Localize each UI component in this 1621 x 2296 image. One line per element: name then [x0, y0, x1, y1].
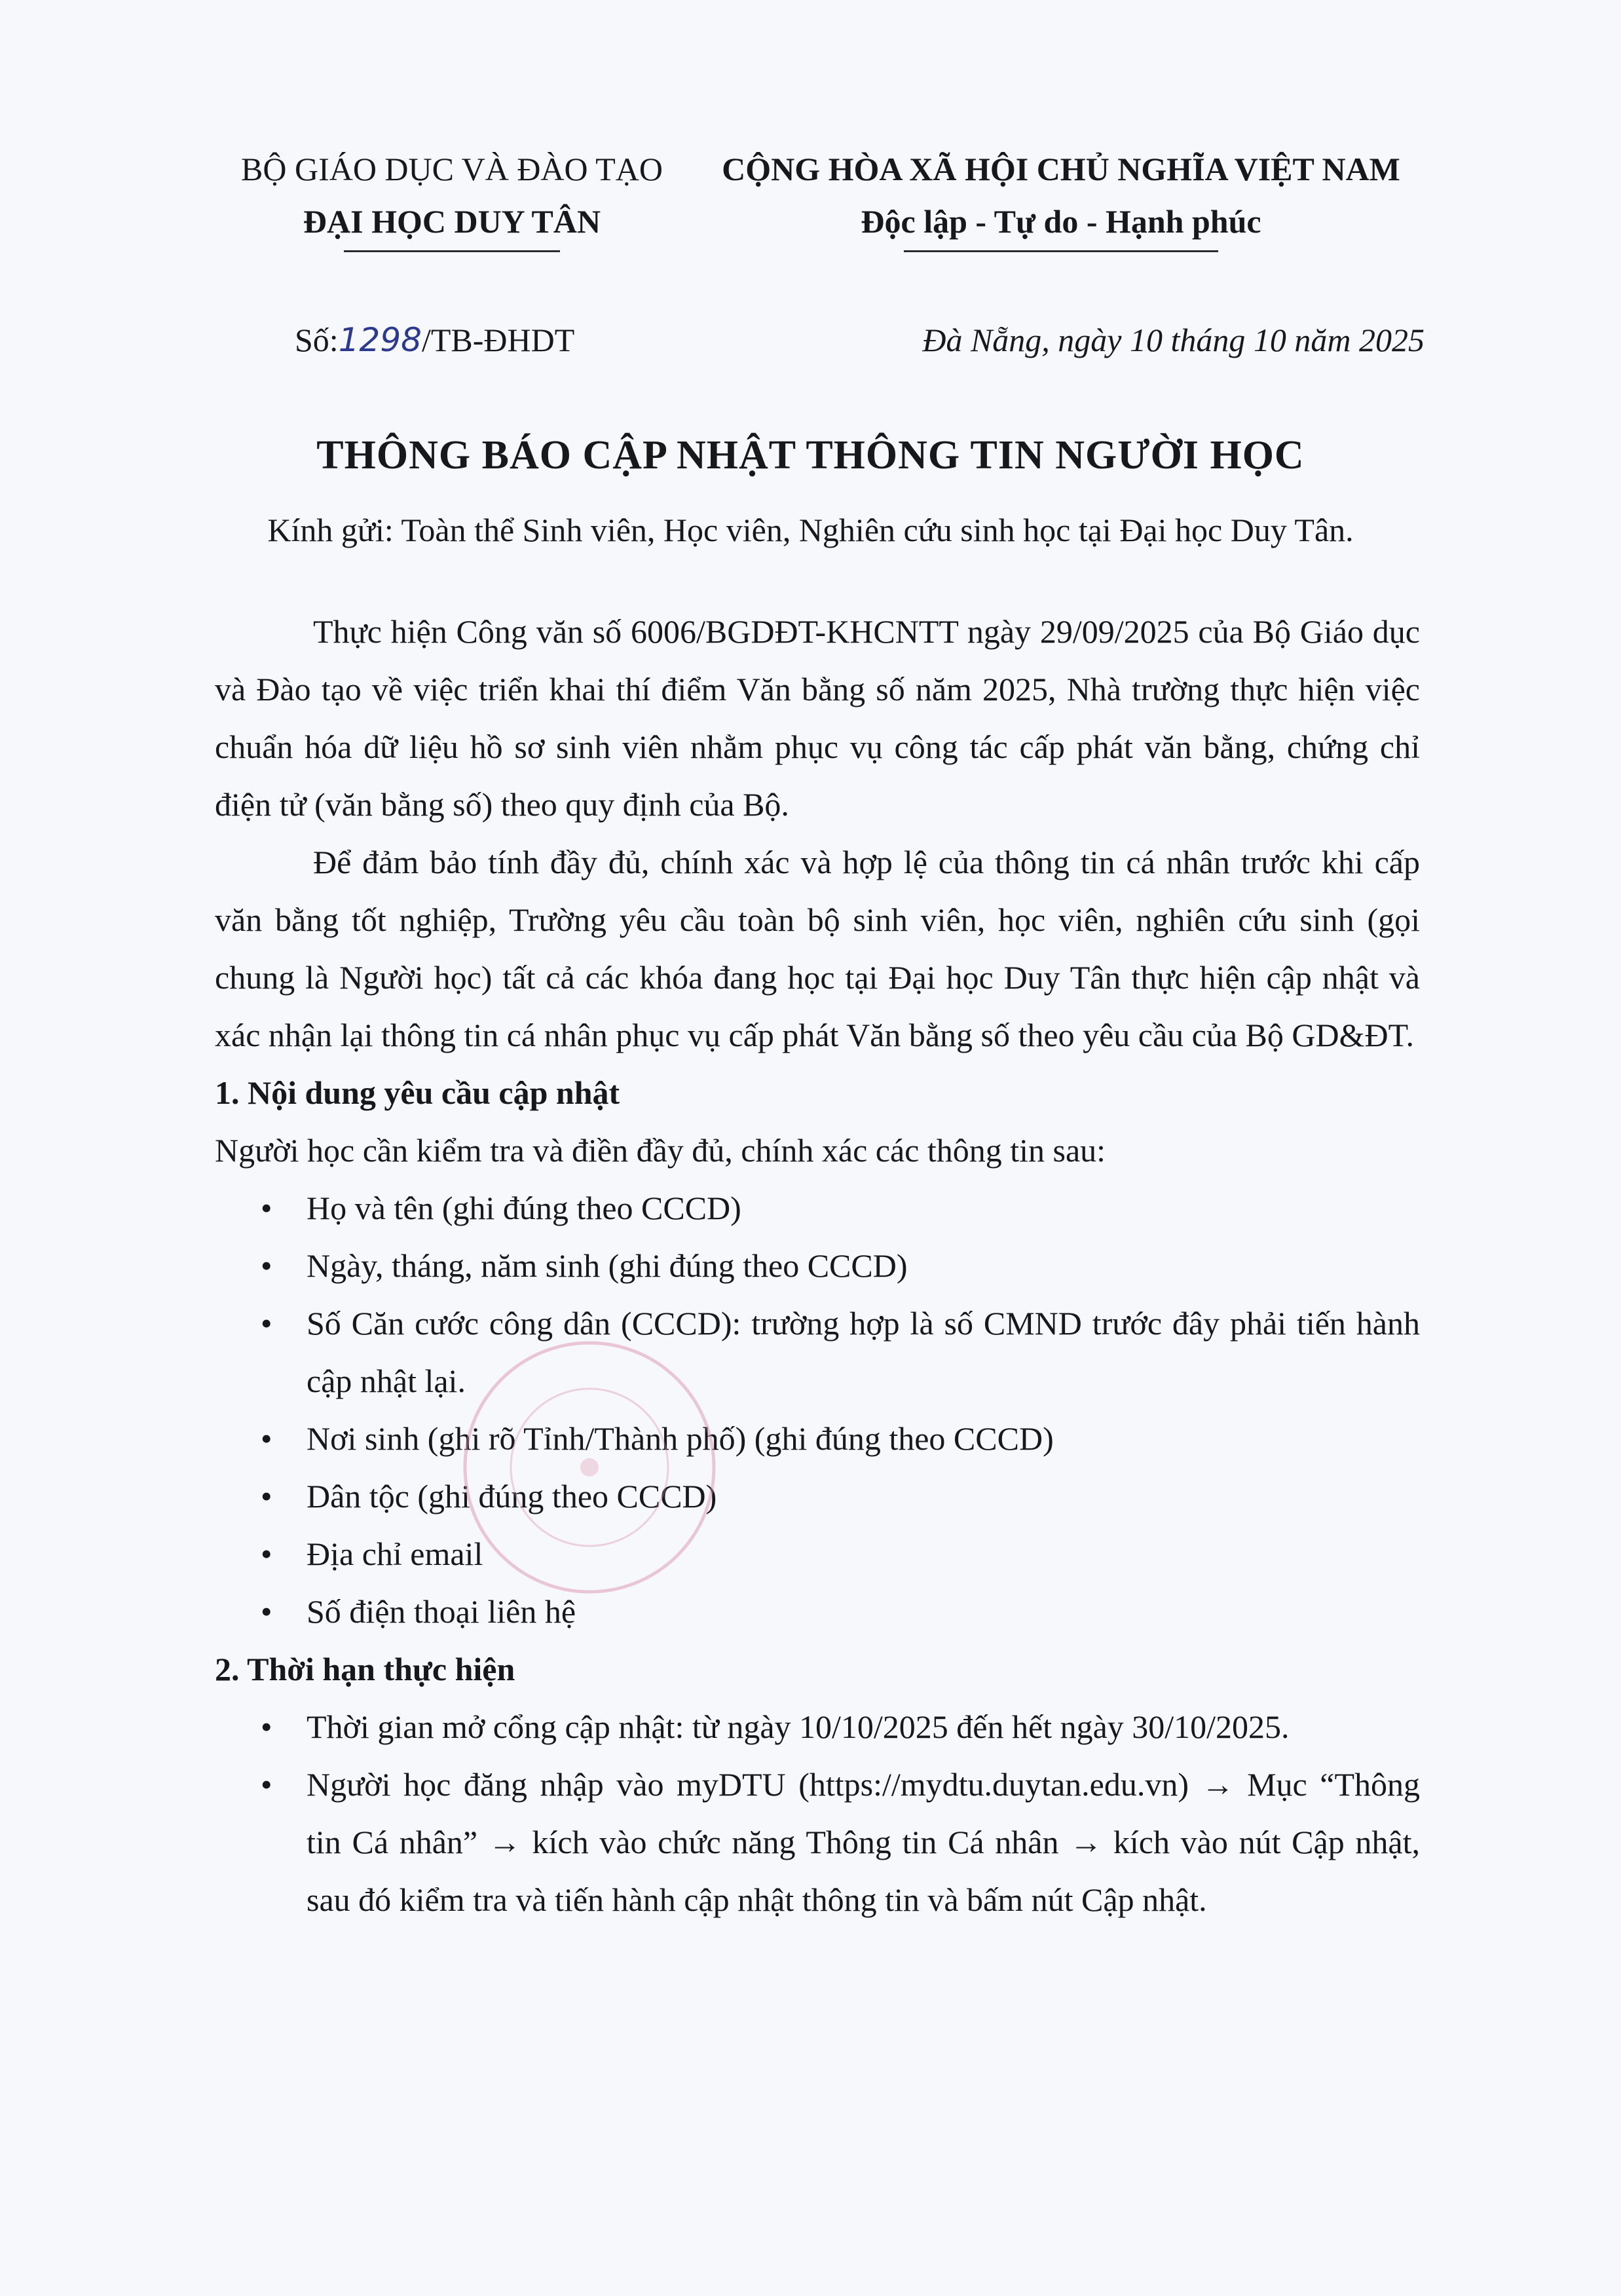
- motto-underline: [904, 250, 1218, 252]
- national-motto: Độc lập - Tự do - Hạnh phúc: [861, 203, 1261, 240]
- bullet-icon: •: [261, 1305, 272, 1342]
- bullet-icon: •: [261, 1593, 272, 1630]
- list-item: [215, 1294, 1420, 1410]
- section-2-heading: 2. Thời hạn thực hiện: [215, 1651, 515, 1687]
- section-1-intro: Người học cần kiểm tra và điền đầy đủ, chính xác các thông tin sau:: [215, 1132, 1106, 1169]
- bullet-icon: •: [261, 1766, 272, 1803]
- bullet-icon: •: [261, 1708, 272, 1745]
- list-item-text: Số Căn cước công dân (CCCD): trường hợp là số CMND trước đây phải tiến hành cập nhật lại.: [307, 1305, 1420, 1399]
- stamp-star: [580, 1458, 599, 1477]
- list-item-text: Dân tộc (ghi đúng theo CCCD): [307, 1478, 717, 1515]
- issuer-block: [216, 143, 688, 252]
- list-item-text: Số điện thoại liên hệ: [307, 1593, 576, 1630]
- ministry-name: BỘ GIÁO DỤC VÀ ĐÀO TẠO: [241, 151, 663, 187]
- list-item: [215, 1237, 1420, 1294]
- bullet-icon: •: [261, 1247, 272, 1284]
- university-name: ĐẠI HỌC DUY TÂN: [303, 203, 601, 240]
- section-1-heading: 1. Nội dung yêu cầu cập nhật: [215, 1074, 620, 1111]
- reference-number: [295, 321, 574, 359]
- list-item: [215, 1467, 1420, 1525]
- bullet-icon: •: [261, 1420, 272, 1457]
- university-underline: [344, 250, 560, 252]
- place-and-date: Đà Nẵng, ngày 10 tháng 10 năm 2025: [922, 322, 1425, 358]
- list-item-text: Thời gian mở cổng cập nhật: từ ngày 10/10/2025 đến hết ngày 30/10/2025.: [307, 1708, 1290, 1745]
- list-item: [215, 1179, 1420, 1237]
- list-item: [215, 1583, 1420, 1640]
- document-title: THÔNG BÁO CẬP NHẬT THÔNG TIN NGƯỜI HỌC: [316, 433, 1305, 478]
- list-item: [215, 1756, 1420, 1929]
- recipient-line: Kính gửi: Toàn thể Sinh viên, Học viên, Nghiên cứu sinh học tại Đại học Duy Tân.: [267, 512, 1354, 548]
- list-item-text: Họ và tên (ghi đúng theo CCCD): [307, 1190, 741, 1226]
- list-item-text: Địa chỉ email: [307, 1535, 483, 1572]
- bullet-icon: •: [261, 1190, 272, 1226]
- reference-prefix: Số:: [295, 322, 339, 358]
- reference-suffix: /TB-ĐHDT: [421, 322, 575, 358]
- country-name: CỘNG HÒA XÃ HỘI CHỦ NGHĨA VIỆT NAM: [722, 151, 1400, 187]
- list-item: [215, 1698, 1420, 1756]
- list-item-text: Ngày, tháng, năm sinh (ghi đúng theo CCCD): [307, 1247, 908, 1284]
- bullet-icon: •: [261, 1535, 272, 1572]
- bullet-icon: •: [261, 1478, 272, 1515]
- seal-stamp-icon: [452, 1330, 727, 1605]
- paragraph-1: Thực hiện Công văn số 6006/BGDĐT-KHCNTT ngày 29/09/2025 của Bộ Giáo dục và Đào tạo về việc triển khai thí điểm Văn bằng số năm 2025, Nhà trường thực hiện việc chuẩn hóa dữ liệu hồ sơ sinh viên nhằm phục vụ công tác cấp phát văn bằng, chứng chỉ điện tử (văn bằng số) theo quy định của Bộ.: [215, 613, 1420, 823]
- national-header-block: [694, 143, 1428, 252]
- list-item-text: Người học đăng nhập vào myDTU (https://mydtu.duytan.edu.vn) → Mục “Thông tin Cá nhân” → kích vào chức năng Thông tin Cá nhân → kích vào nút Cập nhật, sau đó kiểm tra và tiến hành cập nhật thông tin và bấm nút Cập nhật.: [307, 1766, 1420, 1918]
- list-item: [215, 1410, 1420, 1467]
- section-1-list: [215, 1179, 1420, 1640]
- list-item: [215, 1525, 1420, 1583]
- section-2-list: [215, 1698, 1420, 1929]
- reference-handwritten-number: 1298: [338, 321, 422, 359]
- document-body: [215, 603, 1420, 1929]
- list-item-text: Nơi sinh (ghi rõ Tỉnh/Thành phố) (ghi đúng theo CCCD): [307, 1420, 1054, 1457]
- paragraph-2: Để đảm bảo tính đầy đủ, chính xác và hợp lệ của thông tin cá nhân trước khi cấp văn bằng tốt nghiệp, Trường yêu cầu toàn bộ sinh viên, học viên, nghiên cứu sinh (gọi chung là Người học) tất cả các khóa đang học tại Đại học Duy Tân thực hiện cập nhật và xác nhận lại thông tin cá nhân phục vụ cấp phát Văn bằng số theo yêu cầu của Bộ GD&ĐT.: [215, 844, 1420, 1053]
